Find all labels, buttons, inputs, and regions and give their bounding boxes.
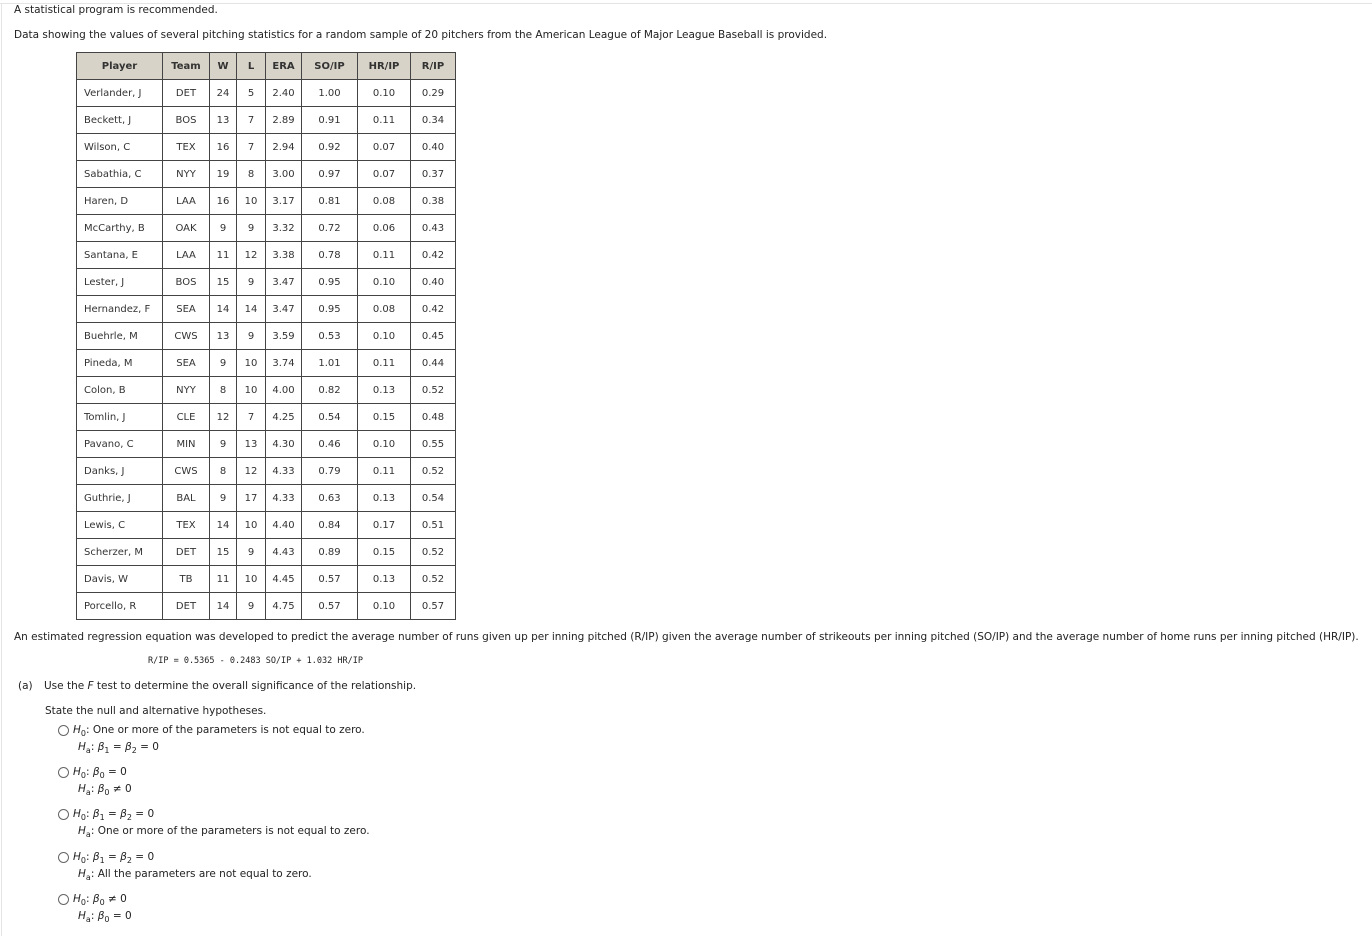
pitching-stats-table <box>76 52 456 620</box>
stat-cell: 9 <box>210 215 237 242</box>
table-row <box>77 188 456 215</box>
h0-statement: $H_0$: $\beta_1 = \beta_2 = 0$ <box>73 851 155 865</box>
stat-cell: 0.42 <box>411 242 456 269</box>
stat-cell: 17 <box>237 485 266 512</box>
stat-cell: 0.55 <box>411 431 456 458</box>
stat-cell: 0.57 <box>302 566 358 593</box>
ha-statement: $H_a$: All the parameters are not equal to zero. <box>78 868 312 882</box>
stat-cell: TEX <box>163 134 210 161</box>
stat-cell: LAA <box>163 188 210 215</box>
intro-text: A statistical program is recommended. <box>14 4 218 16</box>
stat-cell: 1.00 <box>302 80 358 107</box>
stat-cell: 0.15 <box>358 539 411 566</box>
table-row <box>77 485 456 512</box>
stat-cell: 3.74 <box>266 350 302 377</box>
stat-cell: 0.38 <box>411 188 456 215</box>
stat-cell: 7 <box>237 107 266 134</box>
stat-cell: 9 <box>237 323 266 350</box>
stat-cell: 0.92 <box>302 134 358 161</box>
regression-equation: R/IP = 0.5365 - 0.2483 SO/IP + 1.032 HR/IP <box>148 656 363 666</box>
table-row <box>77 80 456 107</box>
stat-cell: 9 <box>210 485 237 512</box>
stat-cell: 8 <box>210 458 237 485</box>
stat-cell: 4.25 <box>266 404 302 431</box>
stat-cell: 12 <box>210 404 237 431</box>
h0-statement: $H_0$: One or more of the parameters is not equal to zero. <box>73 724 365 738</box>
stat-cell: 9 <box>237 269 266 296</box>
stat-cell: 0.78 <box>302 242 358 269</box>
stat-cell: MIN <box>163 431 210 458</box>
stat-cell: 4.45 <box>266 566 302 593</box>
stat-cell: 14 <box>210 593 237 620</box>
stat-cell: 0.63 <box>302 485 358 512</box>
stat-cell: 0.10 <box>358 269 411 296</box>
stat-cell: 15 <box>210 539 237 566</box>
stat-cell: 0.52 <box>411 566 456 593</box>
table-row <box>77 161 456 188</box>
stat-cell: 0.40 <box>411 269 456 296</box>
stat-cell: DET <box>163 593 210 620</box>
question-text-after: test to determine the overall significance of the relationship. <box>93 680 417 692</box>
stat-cell: CWS <box>163 458 210 485</box>
stat-cell: 9 <box>237 593 266 620</box>
stat-cell: 3.47 <box>266 296 302 323</box>
ha-statement: $H_a$: $\beta_1 = \beta_2 = 0$ <box>78 741 159 755</box>
question-text-before: Use the <box>44 680 88 692</box>
table-row <box>77 350 456 377</box>
radio-button[interactable] <box>58 852 69 863</box>
player-cell: Pineda, M <box>77 350 163 377</box>
ha-text: One or more of the parameters is not equal to zero. <box>97 825 370 837</box>
stat-cell: 0.52 <box>411 377 456 404</box>
stat-cell: SEA <box>163 350 210 377</box>
stat-cell: 9 <box>210 431 237 458</box>
table-row <box>77 134 456 161</box>
stat-cell: 0.84 <box>302 512 358 539</box>
stat-cell: 14 <box>210 296 237 323</box>
table-row <box>77 269 456 296</box>
stat-cell: 4.75 <box>266 593 302 620</box>
player-cell: Lester, J <box>77 269 163 296</box>
radio-button[interactable] <box>58 767 69 778</box>
stat-cell: 0.52 <box>411 539 456 566</box>
stat-cell: 0.10 <box>358 431 411 458</box>
table-row <box>77 107 456 134</box>
stat-cell: 13 <box>210 323 237 350</box>
ha-statement: $H_a$: One or more of the parameters is not equal to zero. <box>78 825 370 839</box>
stat-cell: 10 <box>237 350 266 377</box>
player-cell: Santana, E <box>77 242 163 269</box>
stat-cell: 10 <box>237 512 266 539</box>
stat-cell: 0.91 <box>302 107 358 134</box>
stat-cell: 9 <box>237 215 266 242</box>
description-text: Data showing the values of several pitching statistics for a random sample of 20 pitchers from the American League of Major League Baseball is provided. <box>14 29 828 41</box>
stat-cell: 4.43 <box>266 539 302 566</box>
table-header-row <box>77 53 456 80</box>
player-cell: Sabathia, C <box>77 161 163 188</box>
stat-cell: 4.30 <box>266 431 302 458</box>
stat-cell: 0.57 <box>411 593 456 620</box>
stat-cell: 4.33 <box>266 458 302 485</box>
stat-cell: 0.13 <box>358 485 411 512</box>
player-cell: Buehrle, M <box>77 323 163 350</box>
stat-cell: 0.79 <box>302 458 358 485</box>
player-cell: Lewis, C <box>77 512 163 539</box>
stat-cell: 0.11 <box>358 350 411 377</box>
stat-cell: 0.13 <box>358 566 411 593</box>
stat-cell: NYY <box>163 377 210 404</box>
radio-button[interactable] <box>58 809 69 820</box>
stat-cell: 9 <box>210 350 237 377</box>
stat-cell: 0.54 <box>411 485 456 512</box>
stat-cell: 0.95 <box>302 296 358 323</box>
stat-cell: 0.07 <box>358 134 411 161</box>
stat-cell: 0.40 <box>411 134 456 161</box>
player-cell: McCarthy, B <box>77 215 163 242</box>
stat-cell: 10 <box>237 377 266 404</box>
stat-cell: 8 <box>237 161 266 188</box>
stat-cell: 0.07 <box>358 161 411 188</box>
ha-statement: $H_a$: $\beta_0 = 0$ <box>78 910 132 924</box>
stat-cell: 14 <box>237 296 266 323</box>
stat-cell: 0.11 <box>358 107 411 134</box>
stat-cell: BOS <box>163 107 210 134</box>
column-header: R/IP <box>411 53 456 80</box>
stat-cell: TB <box>163 566 210 593</box>
stat-cell: 4.33 <box>266 485 302 512</box>
player-cell: Porcello, R <box>77 593 163 620</box>
stat-cell: 0.08 <box>358 188 411 215</box>
question-text-italic: F <box>87 680 94 692</box>
stat-cell: 0.08 <box>358 296 411 323</box>
table-row <box>77 431 456 458</box>
stat-cell: 0.44 <box>411 350 456 377</box>
stat-cell: 11 <box>210 242 237 269</box>
stat-cell: CLE <box>163 404 210 431</box>
ha-text: All the parameters are not equal to zero. <box>97 868 312 880</box>
stat-cell: 0.81 <box>302 188 358 215</box>
regression-text: An estimated regression equation was developed to predict the average number of runs given up per inning pitched (R/IP) given the average number of strikeouts per inning pitched (SO/IP) and the average number of home runs per inning pitched (HR/IP). <box>14 631 1359 643</box>
h0-statement: $H_0$: $\beta_0 \ne 0$ <box>73 893 127 907</box>
h0-text: One or more of the parameters is not equal to zero. <box>92 724 365 736</box>
player-cell: Beckett, J <box>77 107 163 134</box>
stat-cell: 10 <box>237 566 266 593</box>
stat-cell: 0.37 <box>411 161 456 188</box>
stat-cell: 0.10 <box>358 80 411 107</box>
stat-cell: 3.32 <box>266 215 302 242</box>
table-row <box>77 512 456 539</box>
stat-cell: 16 <box>210 188 237 215</box>
table-row <box>77 404 456 431</box>
h0-statement: $H_0$: $\beta_0 = 0$ <box>73 766 127 780</box>
stat-cell: TEX <box>163 512 210 539</box>
stat-cell: 3.38 <box>266 242 302 269</box>
stat-cell: 10 <box>237 188 266 215</box>
player-cell: Scherzer, M <box>77 539 163 566</box>
player-cell: Guthrie, J <box>77 485 163 512</box>
stat-cell: 24 <box>210 80 237 107</box>
table-row <box>77 215 456 242</box>
column-header: W <box>210 53 237 80</box>
stat-cell: 3.00 <box>266 161 302 188</box>
stat-cell: 0.13 <box>358 377 411 404</box>
left-border <box>1 3 2 936</box>
stat-cell: 19 <box>210 161 237 188</box>
stat-cell: NYY <box>163 161 210 188</box>
stat-cell: 0.45 <box>411 323 456 350</box>
stat-cell: 0.89 <box>302 539 358 566</box>
state-hypotheses-text: State the null and alternative hypotheses. <box>45 705 267 717</box>
player-cell: Colon, B <box>77 377 163 404</box>
stat-cell: BAL <box>163 485 210 512</box>
stat-cell: 13 <box>237 431 266 458</box>
column-header: L <box>237 53 266 80</box>
player-cell: Haren, D <box>77 188 163 215</box>
table-row <box>77 566 456 593</box>
column-header: ERA <box>266 53 302 80</box>
stat-cell: 5 <box>237 80 266 107</box>
player-cell: Hernandez, F <box>77 296 163 323</box>
stat-cell: 2.40 <box>266 80 302 107</box>
stat-cell: 2.89 <box>266 107 302 134</box>
stat-cell: 11 <box>210 566 237 593</box>
stat-cell: 0.11 <box>358 242 411 269</box>
stat-cell: 16 <box>210 134 237 161</box>
stat-cell: 7 <box>237 404 266 431</box>
stat-cell: 0.15 <box>358 404 411 431</box>
stat-cell: 0.17 <box>358 512 411 539</box>
radio-button[interactable] <box>58 725 69 736</box>
player-cell: Verlander, J <box>77 80 163 107</box>
column-header: SO/IP <box>302 53 358 80</box>
stat-cell: 8 <box>210 377 237 404</box>
stat-cell: 4.00 <box>266 377 302 404</box>
stat-cell: 3.47 <box>266 269 302 296</box>
table-row <box>77 242 456 269</box>
stat-cell: 0.10 <box>358 323 411 350</box>
stat-cell: CWS <box>163 323 210 350</box>
stat-cell: DET <box>163 539 210 566</box>
player-cell: Danks, J <box>77 458 163 485</box>
question-label: (a) <box>18 680 33 692</box>
stat-cell: 0.57 <box>302 593 358 620</box>
table-row <box>77 323 456 350</box>
stat-cell: 0.42 <box>411 296 456 323</box>
stat-cell: 0.48 <box>411 404 456 431</box>
stat-cell: 12 <box>237 458 266 485</box>
stat-cell: 0.29 <box>411 80 456 107</box>
stat-cell: 0.51 <box>411 512 456 539</box>
table-row <box>77 539 456 566</box>
stat-cell: 15 <box>210 269 237 296</box>
stat-cell: 13 <box>210 107 237 134</box>
radio-button[interactable] <box>58 894 69 905</box>
stat-cell: 0.54 <box>302 404 358 431</box>
stat-cell: 3.59 <box>266 323 302 350</box>
stat-cell: 7 <box>237 134 266 161</box>
column-header: HR/IP <box>358 53 411 80</box>
player-cell: Pavano, C <box>77 431 163 458</box>
question-a <box>18 680 416 692</box>
h0-statement: $H_0$: $\beta_1 = \beta_2 = 0$ <box>73 808 155 822</box>
stat-cell: 0.97 <box>302 161 358 188</box>
stat-cell: 0.10 <box>358 593 411 620</box>
stat-cell: 0.46 <box>302 431 358 458</box>
stat-cell: OAK <box>163 215 210 242</box>
player-cell: Tomlin, J <box>77 404 163 431</box>
stat-cell: 3.17 <box>266 188 302 215</box>
stat-cell: SEA <box>163 296 210 323</box>
ha-statement: $H_a$: $\beta_0 \ne 0$ <box>78 783 132 797</box>
stat-cell: 4.40 <box>266 512 302 539</box>
player-cell: Wilson, C <box>77 134 163 161</box>
table-row <box>77 593 456 620</box>
stat-cell: 0.82 <box>302 377 358 404</box>
stat-cell: 2.94 <box>266 134 302 161</box>
player-cell: Davis, W <box>77 566 163 593</box>
stat-cell: 0.52 <box>411 458 456 485</box>
stat-cell: 0.53 <box>302 323 358 350</box>
table-row <box>77 296 456 323</box>
column-header: Player <box>77 53 163 80</box>
column-header: Team <box>163 53 210 80</box>
stat-cell: 0.11 <box>358 458 411 485</box>
stat-cell: DET <box>163 80 210 107</box>
stat-cell: 1.01 <box>302 350 358 377</box>
table-row <box>77 377 456 404</box>
stat-cell: 14 <box>210 512 237 539</box>
stat-cell: 9 <box>237 539 266 566</box>
stat-cell: LAA <box>163 242 210 269</box>
stat-cell: 0.95 <box>302 269 358 296</box>
stat-cell: 0.34 <box>411 107 456 134</box>
stat-cell: 0.72 <box>302 215 358 242</box>
stat-cell: BOS <box>163 269 210 296</box>
stat-cell: 12 <box>237 242 266 269</box>
table-row <box>77 458 456 485</box>
stat-cell: 0.43 <box>411 215 456 242</box>
stat-cell: 0.06 <box>358 215 411 242</box>
